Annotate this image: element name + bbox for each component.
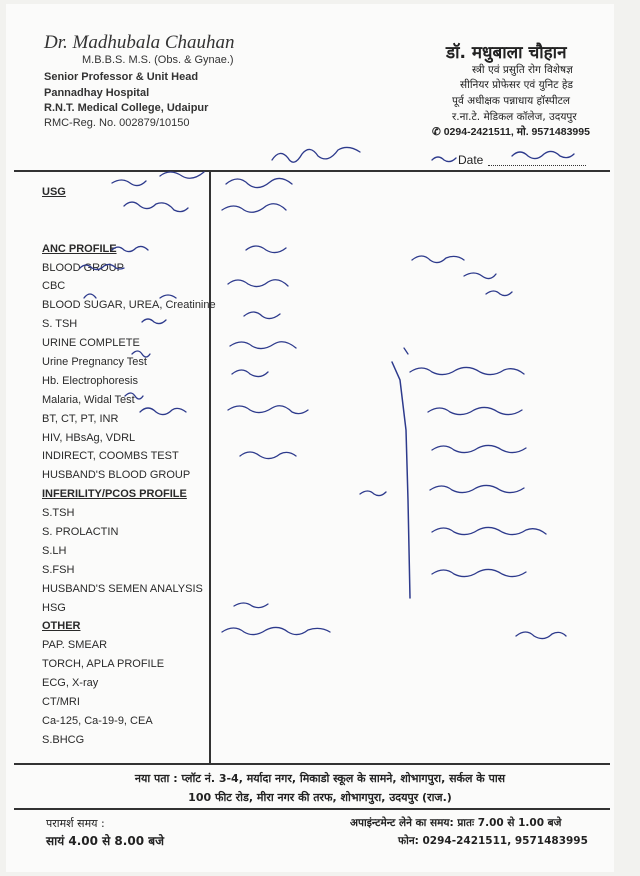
footer-phone: फोन: 0294-2421511, 9571483995 — [398, 835, 588, 847]
list-heading: ANC PROFILE — [42, 242, 117, 255]
former-superintendent-hi: पूर्व अधीक्षक पन्नाधाय हॉस्पीटल — [452, 95, 571, 107]
list-item: HIV, HBsAg, VDRL — [42, 431, 136, 444]
footer-address-line1: नया पता : प्लॉट नं. 3-4, मर्यादा नगर, मिकाडो स्कूल के सामने, शोभागपुरा, सर्कल के पास — [134, 772, 506, 785]
list-item: TORCH, APLA PROFILE — [42, 658, 165, 671]
college-name: R.N.T. Medical College, Udaipur — [44, 102, 209, 114]
doctor-name-en: Dr. Madhubala Chauhan — [44, 32, 235, 53]
list-item: INDIRECT, COOMBS TEST — [42, 450, 179, 463]
appointment-time: अपाइंन्टमेन्ट लेने का समय: प्रातः 7.00 से 1.00 बजे — [350, 817, 562, 829]
list-item: BLOOD SUGAR, UREA, Creatinine — [42, 299, 216, 312]
list-item: S.BHCG — [42, 733, 85, 746]
specialty-hi: स्त्री एवं प्रसुति रोग विशेषज्ञ — [472, 64, 573, 76]
list-item: URINE COMPLETE — [42, 337, 140, 350]
list-item: CBC — [42, 280, 66, 293]
date-label: Date — [458, 153, 484, 167]
list-item: Malaria, Widal Test — [42, 393, 135, 406]
doctor-degrees: M.B.B.S. M.S. (Obs. & Gynae.) — [82, 54, 234, 66]
doctor-name-hi: डॉ. मधुबाला चौहान — [446, 43, 567, 63]
list-heading: INFERILITY/PCOS PROFILE — [42, 488, 187, 501]
footer-divider-2 — [14, 808, 610, 810]
doctor-title: Senior Professor & Unit Head — [44, 71, 199, 83]
list-item: Ca-125, Ca-19-9, CEA — [42, 714, 153, 727]
handwritten-title — [272, 147, 360, 162]
list-item: BLOOD GROUP — [42, 261, 124, 274]
list-item: Urine Pregnancy Test — [42, 356, 147, 369]
list-item: Hb. Electrophoresis — [42, 374, 138, 387]
list-item: CT/MRI — [42, 696, 80, 709]
list-item: S. TSH — [42, 318, 78, 331]
list-item: ECG, X-ray — [42, 677, 99, 690]
list-heading: USG — [42, 186, 66, 198]
college-hi: र.ना.टे. मेडिकल कॉलेज, उदयपुर — [452, 111, 577, 123]
list-item: S.TSH — [42, 507, 75, 520]
footer-address-line2: 100 फीट रोड, मीरा नगर की तरफ, शोभागपुरा, उदयपुर (राज.) — [188, 791, 452, 804]
list-item: S. PROLACTIN — [42, 526, 119, 539]
list-item: HUSBAND'S SEMEN ANALYSIS — [42, 582, 203, 595]
hospital-name: Pannadhay Hospital — [44, 87, 150, 99]
consult-time: सायं 4.00 से 8.00 बजे — [46, 834, 164, 848]
list-item: BT, CT, PT, INR — [42, 412, 119, 425]
consult-label: परामर्श समय : — [46, 817, 105, 830]
list-item: HUSBAND'S BLOOD GROUP — [42, 469, 191, 482]
registration-number: RMC-Reg. No. 002879/10150 — [44, 117, 190, 129]
list-heading: OTHER — [42, 620, 81, 633]
designation-hi: सीनियर प्रोफेसर एवं युनिट हेड — [460, 79, 574, 91]
phone-icon: ✆ — [432, 126, 444, 138]
list-item: S.FSH — [42, 563, 75, 576]
list-item: HSG — [42, 601, 66, 614]
list-item: PAP. SMEAR — [42, 639, 108, 652]
phone-hi: 0294-2421511, मो. 9571483995 — [443, 126, 590, 138]
list-item: S.LH — [42, 544, 67, 557]
